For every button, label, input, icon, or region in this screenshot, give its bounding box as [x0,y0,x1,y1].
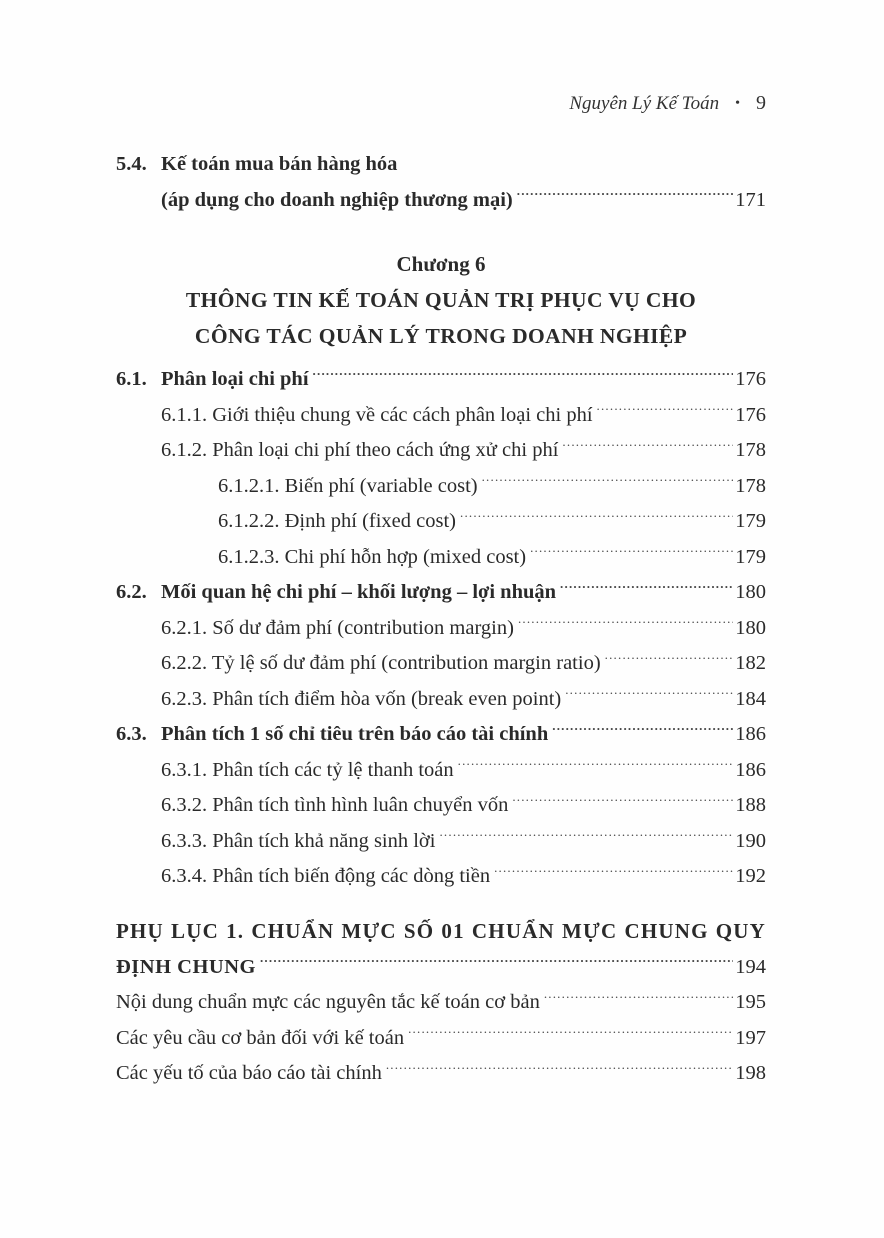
page-ref: 190 [735,829,766,852]
page-ref: 178 [735,439,766,461]
page-ref: 171 [735,188,766,211]
dot-leader [552,720,733,741]
section-number: 5.4. [116,153,147,175]
section-title: Kế toán mua bán hàng hóa [161,153,398,175]
section-title: 6.3.1. Phân tích các tỷ lệ thanh toán [161,758,454,781]
toc-entry-6-3-2[interactable] [116,788,766,824]
section-number: 6.3. [116,723,147,745]
toc-section-5-4 [116,147,766,218]
section-title: Các yếu tố của báo cáo tài chính [116,1062,382,1084]
section-title: 6.2.1. Số dư đảm phí (contribution margin) [161,616,514,639]
section-title: Nội dung chuẩn mực các nguyên tắc kế toán cơ bản [116,991,540,1013]
toc-entry-6-1-2-2[interactable] [116,504,766,540]
chapter-heading [116,248,766,354]
toc-entry-6-1-2[interactable] [116,433,766,469]
section-title: 6.2.2. Tỷ lệ số dư đảm phí (contribution margin ratio) [161,652,601,674]
page-ref: 198 [735,1062,766,1084]
toc-entry-5-4-line1 [116,147,766,183]
dot-leader [260,952,733,973]
bullet-separator-icon: • [735,95,740,111]
dot-leader [605,649,734,670]
dot-leader [313,365,734,386]
toc-appendix-1 [116,914,766,1092]
dot-leader [560,578,733,599]
toc-entry-6-1-1[interactable] [116,398,766,434]
toc-entry-6-1-2-1[interactable] [116,469,766,505]
appendix-title-line2: ĐỊNH CHUNG [116,955,256,978]
page-ref: 184 [735,687,766,710]
dot-leader [565,684,733,705]
section-number: 6.1. [116,368,147,390]
chapter-title-line2: CÔNG TÁC QUẢN LÝ TRONG DOANH NGHIỆP [194,324,688,348]
section-title: 6.1.2.3. Chi phí hỗn hợp (mixed cost) [218,545,527,568]
toc-entry-6-3[interactable] [116,717,766,753]
page-ref: 182 [735,652,766,674]
dot-leader [512,791,733,812]
toc-entry-appendix-item[interactable] [116,1056,766,1092]
section-title: 6.1.2. Phân loại chi phí theo cách ứng xử chi phí [161,439,559,461]
section-number: 6.2. [116,581,147,603]
page-ref: 197 [735,1026,766,1049]
section-title: 6.3.4. Phân tích biến động các dòng tiền [161,865,491,887]
dot-leader [482,471,734,492]
toc-entry-6-2-2[interactable] [116,646,766,682]
dot-leader [562,436,733,457]
section-title: Phân loại chi phí [161,368,309,390]
page-ref: 176 [735,403,766,426]
dot-leader [386,1059,733,1080]
dot-leader [530,542,733,563]
page-ref: 176 [735,368,766,390]
page-ref: 192 [735,865,766,887]
section-title: 6.1.2.2. Định phí (fixed cost) [218,510,456,532]
toc-entry-6-3-3[interactable] [116,824,766,860]
dot-leader [517,185,733,206]
section-title: 6.1.2.1. Biến phí (variable cost) [218,474,478,497]
section-title: 6.1.1. Giới thiệu chung về các cách phân loại chi phí [161,403,593,426]
running-title: Nguyên Lý Kế Toán [569,92,720,114]
page-number: 9 [756,92,766,114]
page-ref: 186 [735,758,766,781]
dot-leader [518,613,733,634]
toc-entry-appendix-item[interactable] [116,985,766,1021]
toc-entry-6-2-3[interactable] [116,682,766,718]
toc-entry-6-2[interactable] [116,575,766,611]
dot-leader [544,988,733,1009]
section-title: Các yêu cầu cơ bản đối với kế toán [116,1026,405,1049]
dot-leader [494,862,733,883]
page-ref: 194 [735,955,766,978]
toc-entry-appendix-item[interactable] [116,1021,766,1057]
section-title: Phân tích 1 số chỉ tiêu trên báo cáo tài chính [161,723,549,745]
chapter-title-line1: THÔNG TIN KẾ TOÁN QUẢN TRỊ PHỤC VỤ CHO [185,288,697,312]
dot-leader [460,507,733,528]
toc-entry-6-3-1[interactable] [116,753,766,789]
page-ref: 179 [735,510,766,532]
page-ref: 195 [735,991,766,1013]
page-ref: 180 [735,581,766,603]
toc-entry-6-3-4[interactable] [116,859,766,895]
page-ref: 180 [735,616,766,639]
running-header [569,92,766,115]
section-title: 6.2.3. Phân tích điểm hòa vốn (break even point) [161,687,562,710]
page-ref: 178 [735,474,766,497]
section-title: Mối quan hệ chi phí – khối lượng – lợi nhuận [161,581,557,603]
dot-leader [439,826,733,847]
page-ref: 186 [735,723,766,745]
toc-entry-6-1[interactable] [116,362,766,398]
page-ref: 179 [735,545,766,568]
section-title: 6.3.3. Phân tích khả năng sinh lời [161,829,436,852]
toc-entry-appendix-1[interactable] [116,950,766,986]
dot-leader [458,755,734,776]
dot-leader [408,1023,733,1044]
toc-entry-6-2-1[interactable] [116,611,766,647]
toc-chapter-6 [116,362,766,895]
chapter-label: Chương 6 [396,252,486,276]
section-title-continued: (áp dụng cho doanh nghiệp thương mại) [161,188,513,211]
toc-entry-5-4-line2[interactable] [116,183,766,219]
section-title: 6.3.2. Phân tích tình hình luân chuyển vốn [161,794,509,816]
toc-entry-6-1-2-3[interactable] [116,540,766,576]
page-ref: 188 [735,794,766,816]
dot-leader [597,400,734,421]
appendix-title-line1: PHỤ LỤC 1. CHUẨN MỰC SỐ 01 CHUẨN MỰC CHUNG QUY [116,919,766,943]
